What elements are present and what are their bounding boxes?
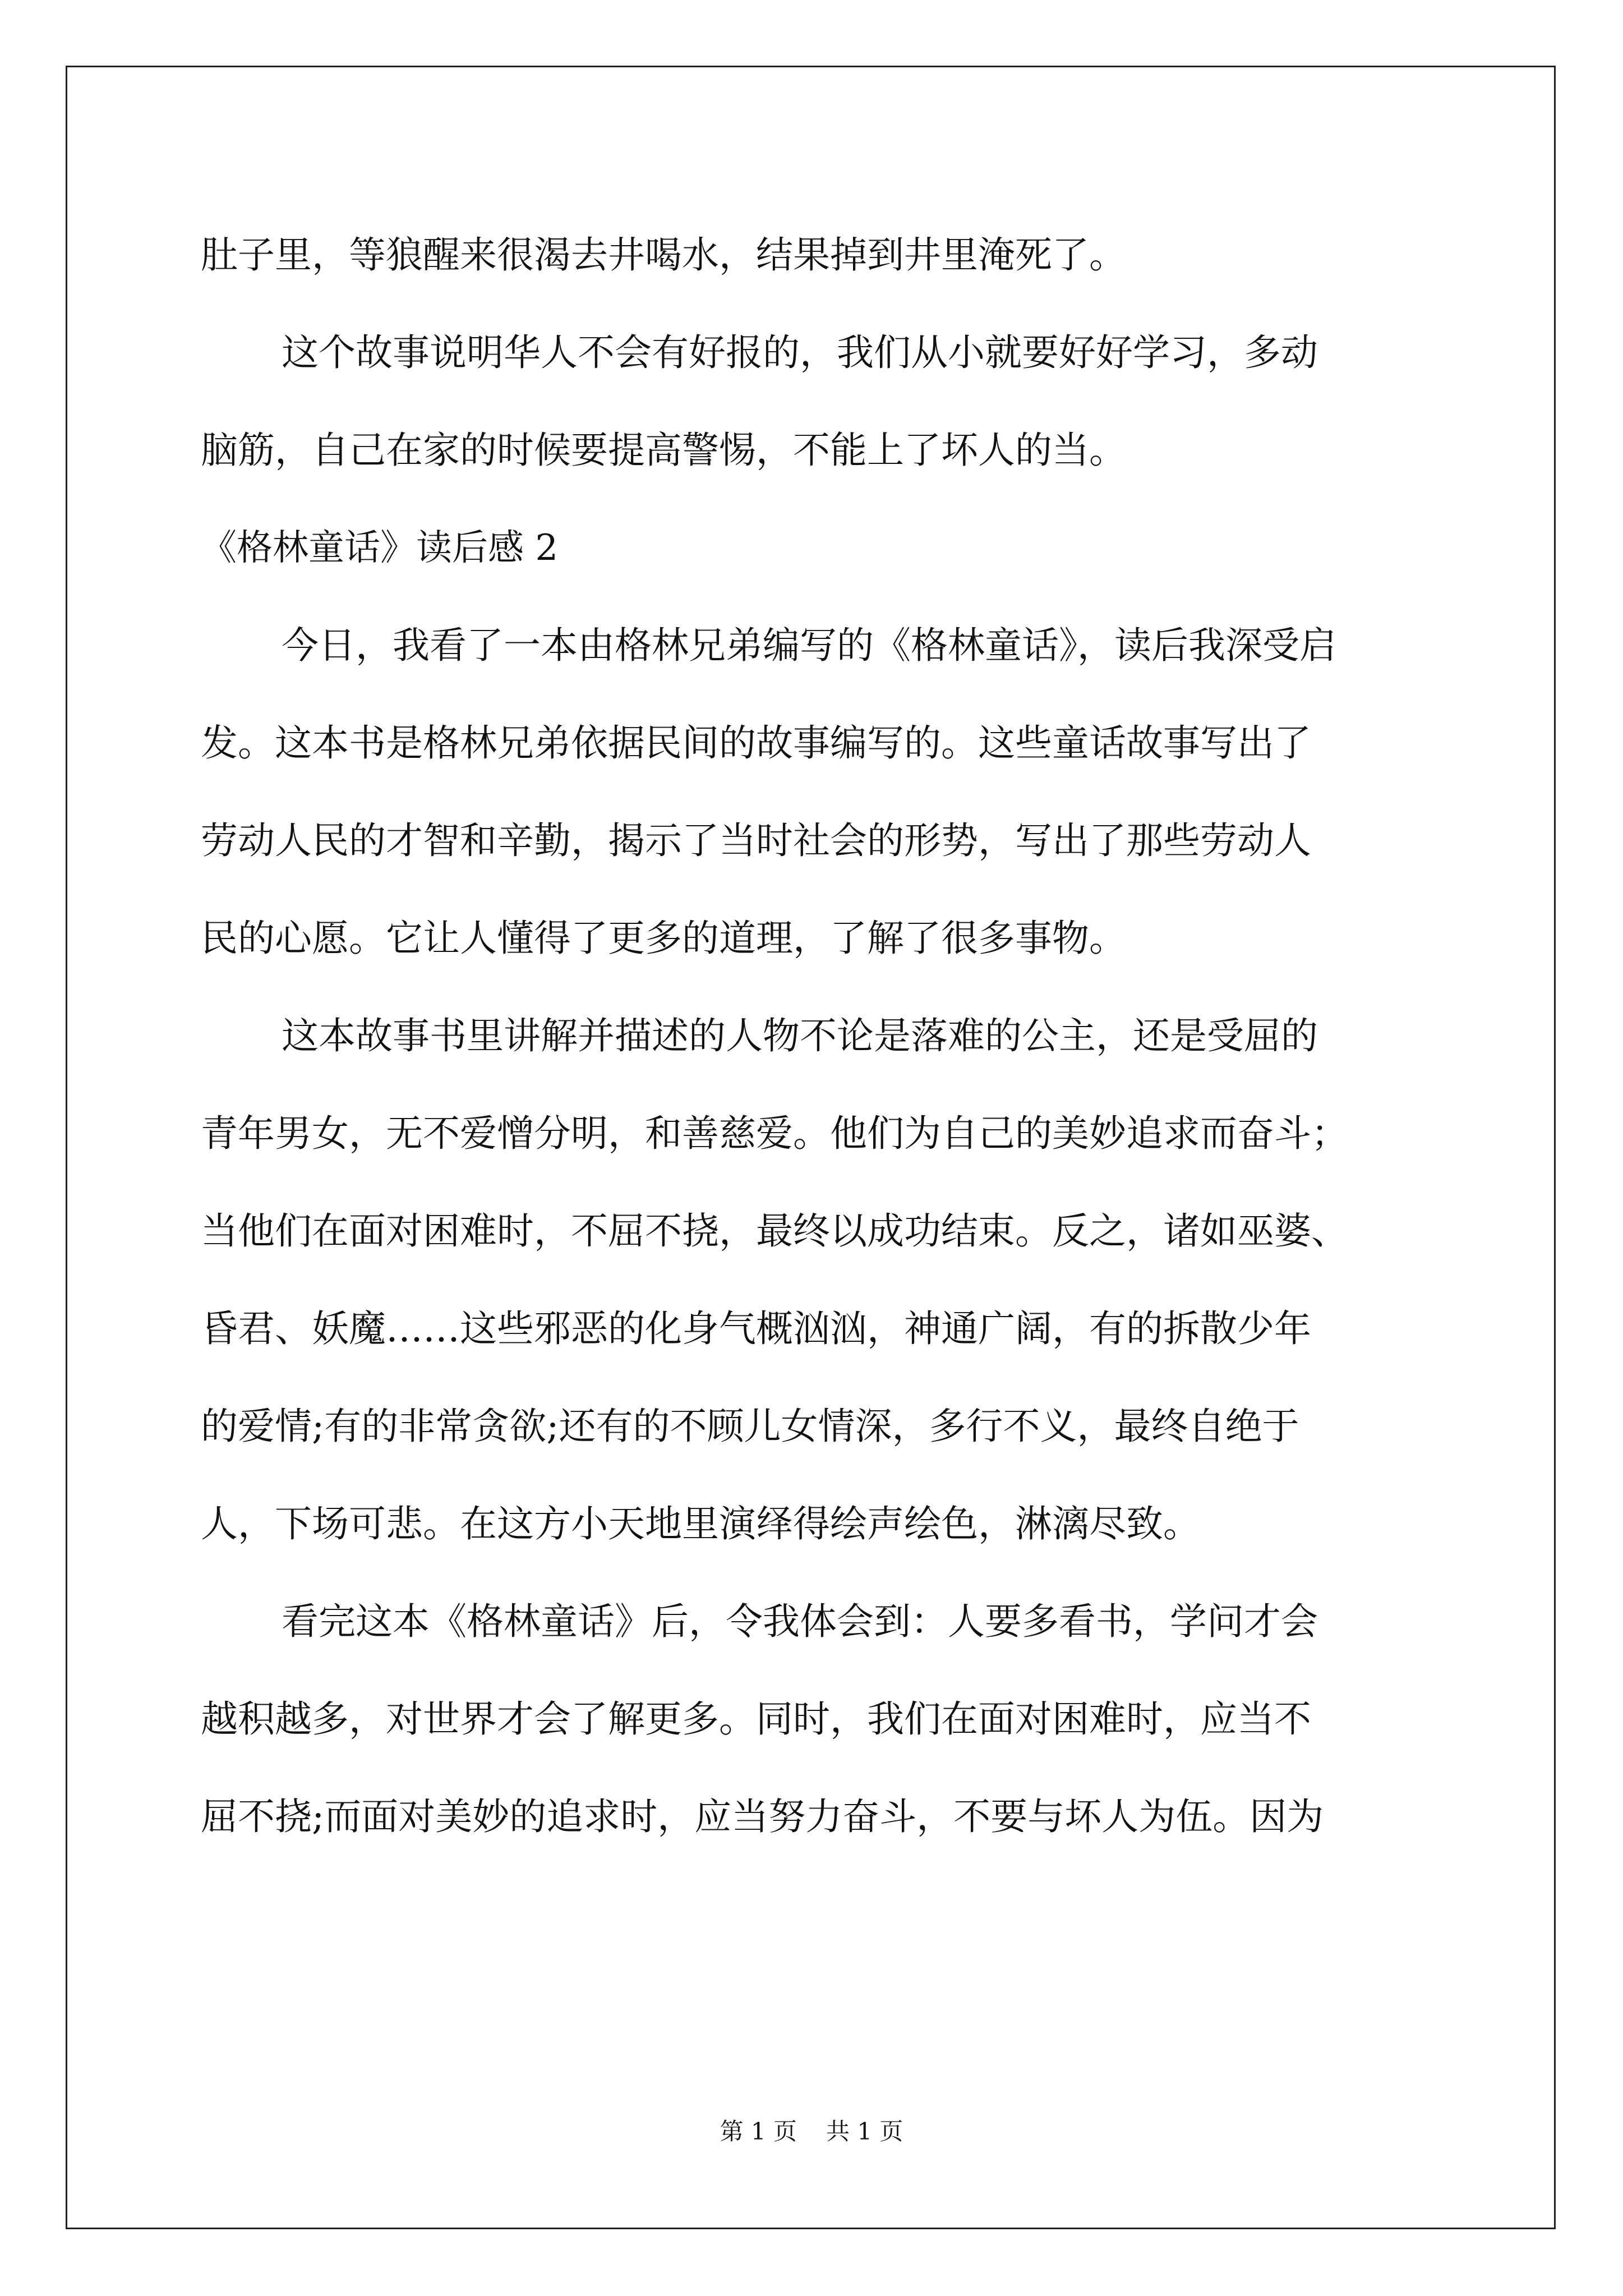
text-line: 脑筋，自己在家的时候要提高警惕，不能上了坏人的当。 [201,429,1126,472]
text-line: 劳动人民的才智和辛勤，揭示了当时社会的形势，写出了那些劳动人 [201,819,1311,862]
text-line: 发。这本书是格林兄弟依据民间的故事编写的。这些童话故事写出了 [201,721,1311,765]
text-line: 今日，我看了一本由格林兄弟编写的《格林童话》，读后我深受启 [282,624,1336,667]
text-line: 屈不挠;而面对美妙的追求时，应当努力奋斗，不要与坏人为伍。因为 [201,1795,1324,1838]
page-footer [0,2115,1623,2148]
text-line: 昏君、妖魔……这些邪恶的化身气概汹汹，神通广阔，有的拆散少年 [201,1307,1311,1350]
text-line: 人，下场可悲。在这方小天地里演绎得绘声绘色，淋漓尽致。 [201,1502,1200,1545]
document-body [201,206,1435,1866]
page-total: 共 1 页 [826,2118,903,2145]
text-line: 的爱情;有的非常贪欲;还有的不顾儿女情深，多行不义，最终自绝于 [201,1405,1299,1448]
text-line: 民的心愿。它让人懂得了更多的道理，了解了很多事物。 [201,917,1126,960]
text-line: 当他们在面对困难时，不屈不挠，最终以成功结束。反之，诸如巫婆、 [201,1209,1348,1253]
text-line: 看完这本《格林童话》后，令我体会到：人要多看书，学问才会 [282,1600,1318,1643]
section-heading: 《格林童话》读后感 2 [201,527,559,569]
text-line: 越积越多，对世界才会了解更多。同时，我们在面对困难时，应当不 [201,1697,1311,1741]
page-number: 第 1 页 [720,2118,797,2145]
text-line: 青年男女，无不爱憎分明，和善慈爱。他们为自己的美妙追求而奋斗； [201,1112,1348,1155]
text-line: 肚子里，等狼醒来很渴去井喝水，结果掉到井里淹死了。 [201,233,1126,277]
text-line: 这个故事说明华人不会有好报的，我们从小就要好好学习，多动 [282,331,1318,374]
text-line: 这本故事书里讲解并描述的人物不论是落难的公主，还是受屈的 [282,1014,1318,1057]
